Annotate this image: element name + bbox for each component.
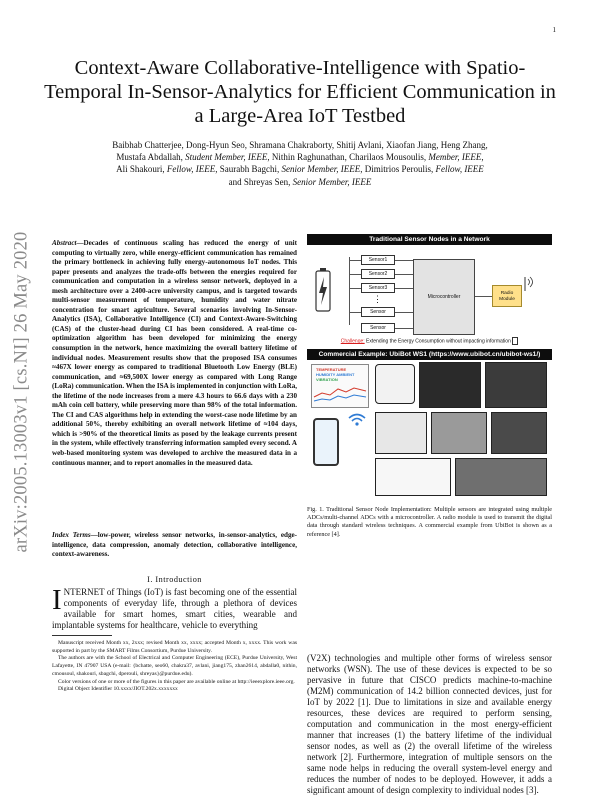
author-list bbox=[40, 139, 560, 188]
abstract-label: Abstract bbox=[52, 239, 77, 247]
intro-text: NTERNET of Things (IoT) is fast becoming one of the essential components of everyday life, through a plethora of devices available for smart homes, smart cities, wearable and implantable systems for healthcare, vehicle to everything bbox=[52, 587, 297, 630]
antenna-icon bbox=[523, 275, 537, 291]
connector-line bbox=[349, 312, 361, 313]
legend-temperature: TEMPERATURE bbox=[316, 367, 347, 372]
connector-line bbox=[349, 257, 350, 325]
plot-legend bbox=[316, 367, 354, 382]
figure-caption: Fig. 1. Traditional Sensor Node Implementation: Multiple sensors are integrated using multiple ADCs/multi-channel ADCs with a microcontroller. A radio module is used to transmit the digital data through standard wireless techniques. A commercial example from UbiBot is shown as a reference [4]. bbox=[307, 506, 552, 538]
author-line: and Shreyas Sen, Senior Member, IEEE bbox=[228, 176, 372, 187]
page-number: 1 bbox=[552, 26, 556, 34]
challenge-text: Extending the Energy Consumption without impacting information bbox=[364, 338, 511, 345]
figure-header-top: Traditional Sensor Nodes in a Network bbox=[307, 234, 552, 245]
intro-paragraph bbox=[52, 584, 297, 631]
connector-line bbox=[349, 274, 361, 275]
challenge-label: Challenge: bbox=[340, 338, 365, 345]
figure-header-bottom: Commercial Example: UbiBot WS1 (https://www.ubibot.cn/ubibot-ws1/) bbox=[307, 349, 552, 360]
footnote: The authors are with the School of Electrical and Computer Engineering (ECE), Purdue University, West Lafayette, IN 47907 USA (e-mail: {bchatte, seo60, chakra37, avlani, jiang175, zhan2614, abdalla0, nithin, cmousoul, shakouri, sbagchi, dperouli, shreyas}@purdue.edu). bbox=[52, 655, 297, 677]
sensor-box: Sensor3 bbox=[361, 283, 395, 293]
footnote: Digital Object Identifier 10.xxxx/JIOT.202x.xxxxxxx bbox=[58, 686, 178, 693]
index-terms bbox=[52, 531, 297, 560]
smartphone-image bbox=[313, 418, 339, 466]
sensor-node-diagram bbox=[307, 245, 552, 349]
arxiv-id: arXiv:2005.13003v1 [cs.NI] 26 May 2020 bbox=[11, 231, 32, 553]
section-heading: I. Introduction bbox=[147, 575, 202, 584]
footnote: Color versions of one or more of the figures in this paper are available online at http://ieeexplore.ieee.org. bbox=[58, 678, 295, 685]
connector-line bbox=[395, 288, 413, 289]
footnotes bbox=[52, 640, 297, 694]
device-closeup-image bbox=[431, 412, 487, 454]
arxiv-stamp bbox=[11, 212, 32, 572]
device-installed-image bbox=[375, 458, 451, 496]
abstract bbox=[52, 239, 297, 468]
ellipsis-dots: ⋮ bbox=[373, 294, 382, 304]
author-line: Ali Shakouri, Fellow, IEEE, Saurabh Bagchi, Senior Member, IEEE, Dimitrios Peroulis, Fellow, IEEE bbox=[116, 164, 484, 175]
author-line: Baibhab Chatterjee, Dong-Hyun Seo, Shramana Chakraborty, Shitij Avlani, Xiaofan Jiang, Heng Zhang, bbox=[112, 140, 488, 150]
legend-vibration: VIBRATION bbox=[316, 377, 338, 382]
ubibot-photo-panel bbox=[307, 360, 552, 499]
connector-line bbox=[475, 296, 492, 297]
ubibot-device-image bbox=[375, 364, 415, 404]
sensor-box: Sensor2 bbox=[361, 269, 395, 279]
connector-line bbox=[395, 328, 413, 329]
circuit-board-image bbox=[485, 362, 547, 408]
device-installed-image bbox=[455, 458, 547, 496]
index-terms-label: Index Terms bbox=[52, 531, 91, 539]
sensor-box: Sensor bbox=[361, 323, 395, 333]
device-closeup-image bbox=[375, 412, 427, 454]
connector-line bbox=[395, 312, 413, 313]
author-line: Mustafa Abdallah, Student Member, IEEE, Nithin Raghunathan, Charilaos Mousoulis, Member, IEEE, bbox=[116, 152, 484, 163]
sensor-plot-thumbnail bbox=[311, 364, 369, 408]
radio-module-block: Radio Module bbox=[492, 285, 522, 307]
connector-line bbox=[395, 260, 413, 261]
battery-icon bbox=[512, 337, 518, 345]
plot-lines bbox=[314, 383, 366, 405]
paper-title: Context-Aware Collaborative-Intelligence with Spatio-Temporal In-Sensor-Analytics for Efficient Communication in a Large-Area IoT Testbed bbox=[44, 57, 556, 127]
wifi-icon bbox=[347, 412, 367, 426]
connector-line bbox=[349, 260, 361, 261]
footnote-rule bbox=[52, 635, 112, 636]
microcontroller-block: Microcontroller bbox=[413, 259, 475, 335]
circuit-board-image bbox=[419, 362, 481, 408]
figure-1 bbox=[307, 234, 552, 499]
footnote: Manuscript received Month xx, 2xxx; revised Month xx, xxxx; accepted Month x, xxxx. This work was supported in part by the SMART Films Consortium, Purdue University. bbox=[52, 640, 297, 654]
legend-humidity: HUMIDITY AMBIENT bbox=[316, 372, 355, 377]
sensor-box: Sensor1 bbox=[361, 255, 395, 265]
drop-cap: I bbox=[52, 584, 62, 616]
battery-bolt-icon bbox=[313, 267, 333, 315]
connector-line bbox=[395, 274, 413, 275]
challenge-note bbox=[307, 337, 552, 345]
connector-line bbox=[349, 288, 361, 289]
right-column-text: (V2X) technologies and multiple other forms of wireless sensor networks (WSN). The use of these devices is expected to be so pervasive in future that CISCO predicts machine-to-machine (M2M) communication of 14.2 billion connected devices, just for IoT by 2022 [1]. Due to limitations in size and available energy resources, these devices are required to perform sensing, computation and communication in the most energy-efficient manner that increases (1) the battery lifetime of the individual sensor nodes, as well as (2) the overall lifetime of the wireless network [2]. Furthermore, integration of multiple sensors on the same node helps in reducing the overall system-level energy and reduces the number of nodes to be deployed. However, it adds a significant amount of design complexity to individual nodes [3]. bbox=[307, 653, 552, 795]
sensor-box: Sensor bbox=[361, 307, 395, 317]
index-terms-text: —low-power, wireless sensor networks, in-sensor-analytics, edge-intelligence, data compression, anomaly detection, collaborative intelligence, context-awareness. bbox=[52, 531, 298, 559]
abstract-text: —Decades of continuous scaling has reduced the energy of unit computing to virtually zero, while energy-efficient communication has remained the primary bottleneck in achieving fully energy-autonomous IoT nodes. This paper presents and analyzes the trade-offs between the energies required for communication and computation in a wireless sensor network, deployed in a mesh architecture over a 2400-acre university campus, and is targeted towards multi-sensor measurement of temperature, humidity and water nitrate concentration for smart agriculture. Several scenarios involving In-Sensor-Analytics (ISA), Collaborative Intelligence (CI) and Context-Aware-Switching (CAS) of the cluster-head during CI has been considered. A real-time co-optimization algorithm has been developed for minimizing the energy consumption in the network, hence maximizing the overall battery lifetime of individual nodes. Measurement results show that the proposed ISA consumes ≈467X lower energy as compared to traditional Bluetooth Low Energy (BLE) communication, and ≈69,500X lower energy as compared with Long Range (LoRa) communication. When the ISA is implemented in conjunction with LoRa, the lifetime of the node increases from a mere 4.3 hours to 66.6 days with a 230 mAh coin cell battery, while preserving more than 98% of the total information. The CI and CAS algorithms help in extending the worst-case node lifetime by an additional 50%, thereby exhibiting an overall network lifetime of ≈104 days, which is >90% of the theoretical limits as posed by the leakage currents present in the system, while effectively transferring information sampled every second. A web-based monitoring system was developed to archive the measured data in a continuous manner, and to report anomalies in the measured data. bbox=[52, 239, 298, 467]
device-closeup-image bbox=[491, 412, 547, 454]
